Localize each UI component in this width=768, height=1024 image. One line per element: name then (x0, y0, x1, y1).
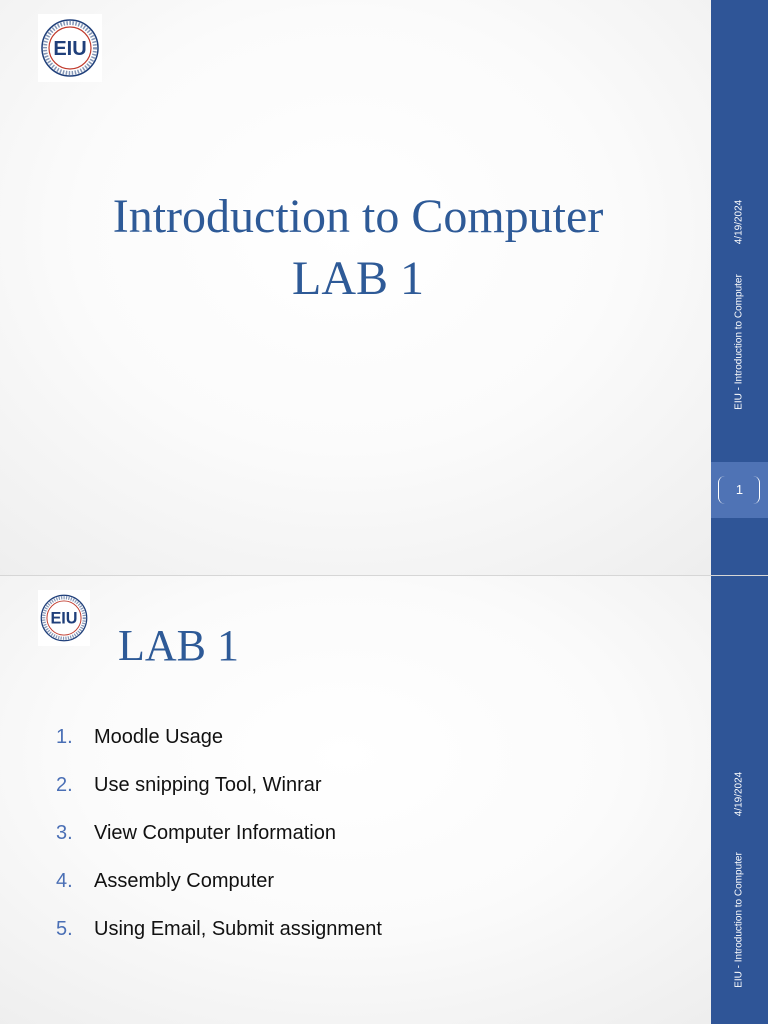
sidebar-date: 4/19/2024 (733, 771, 745, 817)
slide-1-sidebar (711, 0, 768, 575)
list-item-number: 4. (56, 870, 73, 892)
eiu-logo (38, 14, 102, 82)
slide-number-box (711, 462, 768, 518)
eiu-logo (38, 590, 90, 646)
list-item-number: 1. (56, 726, 73, 748)
slide-2 (0, 576, 768, 1024)
sidebar-date: 4/19/2024 (733, 199, 745, 245)
sidebar-course: EIU - Introduction to Computer (733, 852, 745, 988)
title-line-2: LAB 1 (292, 252, 424, 305)
slide-2-title: LAB 1 (118, 621, 239, 670)
list-item-text: View Computer Information (94, 822, 336, 844)
list-item-text: Use snipping Tool, Winrar (94, 774, 322, 796)
list-item-text: Moodle Usage (94, 726, 223, 748)
slide-2-sidebar (711, 576, 768, 1024)
logo-text: EIU (53, 38, 87, 60)
list-item-text: Using Email, Submit assignment (94, 918, 382, 940)
list-item-number: 5. (56, 918, 73, 940)
title-line-1: Introduction to Computer (112, 190, 604, 243)
list-item-number: 3. (56, 822, 73, 844)
slide-number: 1 (735, 482, 744, 497)
sidebar-course: EIU - Introduction to Computer (733, 274, 745, 410)
list-item-text: Assembly Computer (94, 870, 275, 892)
logo-text: EIU (50, 609, 78, 628)
list-item-number: 2. (56, 774, 73, 796)
slide-1-title (30, 186, 686, 310)
